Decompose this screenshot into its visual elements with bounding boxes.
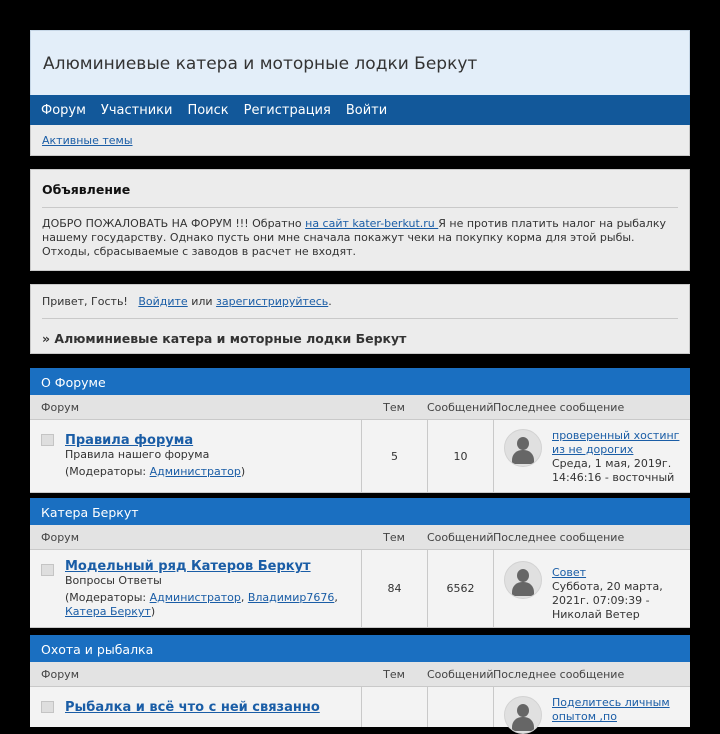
moderators-close: ): [150, 605, 156, 618]
moderator-link[interactable]: Администратор: [149, 465, 241, 478]
forum-row: [30, 420, 690, 493]
forum-status-icon: [41, 701, 54, 713]
col-last-post: Последнее сообщение: [493, 530, 625, 544]
column-headers: [30, 662, 690, 687]
forum-link[interactable]: Рыбалка и всё что с ней связанно: [65, 700, 320, 715]
last-post-link[interactable]: Совет: [552, 566, 587, 579]
col-posts: Сообщений: [427, 667, 494, 681]
forum-cell: [30, 550, 361, 627]
last-post: [504, 561, 690, 622]
col-posts: Сообщений: [427, 530, 494, 544]
category-title[interactable]: Охота и рыбалка: [30, 635, 690, 662]
announcement-heading: Объявление: [42, 182, 131, 197]
topics-count: 84: [361, 550, 427, 627]
announcement-box: [30, 169, 690, 271]
forum-row: [30, 687, 690, 727]
forum-title: Алюминиевые катера и моторные лодки Беркут: [43, 54, 478, 74]
login-link[interactable]: Войдите: [138, 295, 188, 308]
moderators-close: ): [240, 465, 246, 478]
guest-greeting: [42, 285, 678, 318]
site-link[interactable]: на сайт kater-berkut.ru: [305, 217, 439, 230]
title-bar: [30, 30, 690, 95]
active-topics-link[interactable]: Активные темы: [42, 134, 133, 147]
moderator-link[interactable]: Катера Беркут: [65, 605, 151, 618]
col-last-post: Последнее сообщение: [493, 667, 625, 681]
nav-forum[interactable]: Форум: [41, 102, 86, 118]
greeting-text: Привет, Гость!: [42, 295, 128, 308]
last-post-cell: [493, 420, 690, 492]
topics-count: 5: [361, 420, 427, 492]
avatar-icon: [504, 429, 542, 467]
forum-header: [30, 30, 690, 156]
last-post: [504, 696, 690, 734]
moderators-label: (Модераторы:: [65, 465, 150, 478]
last-post-info: Суббота, 20 марта, 2021г. 07:09:39 - Николай Ветер: [552, 580, 663, 621]
category-hunting-fishing: [30, 635, 690, 727]
last-post-cell: [493, 687, 690, 727]
announcement-text-start: ДОБРО ПОЖАЛОВАТЬ НА ФОРУМ !!! Обратно: [42, 217, 306, 230]
col-topics: Тем: [383, 400, 405, 414]
forum-link[interactable]: Модельный ряд Катеров Беркут: [65, 559, 311, 574]
forum-cell: [30, 687, 361, 727]
category-about-forum: [30, 368, 690, 493]
last-post-link[interactable]: проверенный хостинг из не дорогих: [552, 429, 680, 456]
avatar-icon: [504, 561, 542, 599]
col-topics: Тем: [383, 530, 405, 544]
category-title[interactable]: О Форуме: [30, 368, 690, 395]
last-post-text: [552, 429, 690, 485]
sub-nav: [30, 125, 690, 156]
last-post-link[interactable]: Поделитесь личным опытом ,по: [552, 696, 670, 723]
avatar-icon: [504, 696, 542, 734]
nav-search[interactable]: Поиск: [187, 102, 229, 118]
column-headers: [30, 395, 690, 420]
period-text: .: [328, 295, 332, 308]
posts-count: 10: [427, 420, 493, 492]
forum-moderators: (Модераторы: Администратор, Владимир7676, Катера Беркут): [65, 591, 338, 618]
breadcrumb: » Алюминиевые катера и моторные лодки Беркут: [42, 331, 407, 346]
last-post: [504, 429, 690, 485]
forum-cell: [30, 420, 361, 492]
category-title[interactable]: Катера Беркут: [30, 498, 690, 525]
forum-link[interactable]: Правила форума: [65, 433, 194, 448]
col-last-post: Последнее сообщение: [493, 400, 625, 414]
nav-members[interactable]: Участники: [100, 102, 173, 118]
announcement-text-end: Я не против платить налог на рыбалку нашему государству. Однако пусть они мне сначала покажут чеки на покупку корма для этой рыбы. Отходы, сбрасываемые с заводов в расчет не входят.: [42, 217, 666, 258]
last-post-text: [552, 561, 690, 622]
moderator-link[interactable]: Администратор: [149, 591, 241, 604]
moderators-label: (Модераторы:: [65, 591, 150, 604]
posts-count: [427, 687, 493, 727]
welcome-box: [30, 284, 690, 354]
forum-row: [30, 550, 690, 628]
main-nav: [30, 95, 690, 125]
last-post-cell: [493, 550, 690, 627]
posts-count: 6562: [427, 550, 493, 627]
nav-login[interactable]: Войти: [345, 102, 388, 118]
forum-description: Правила нашего форума: [65, 448, 210, 461]
forum-status-icon: [41, 434, 54, 446]
forum-moderators: [65, 465, 361, 479]
col-topics: Тем: [383, 667, 405, 681]
announcement-text: [42, 217, 678, 259]
col-forum: Форум: [41, 530, 79, 544]
last-post-info: Среда, 1 мая, 2019г. 14:46:16 - восточный: [552, 457, 675, 484]
nav-register[interactable]: Регистрация: [243, 102, 331, 118]
col-forum: Форум: [41, 667, 79, 681]
forum-status-icon: [41, 564, 54, 576]
col-forum: Форум: [41, 400, 79, 414]
col-posts: Сообщений: [427, 400, 494, 414]
divider: [42, 207, 678, 208]
topics-count: [361, 687, 427, 727]
category-berkut-boats: [30, 498, 690, 628]
register-link[interactable]: зарегистрируйтесь: [216, 295, 329, 308]
moderator-link[interactable]: Владимир7676: [247, 591, 335, 604]
forum-description: Вопросы Ответы: [65, 574, 162, 587]
or-text: или: [191, 295, 213, 308]
column-headers: [30, 525, 690, 550]
